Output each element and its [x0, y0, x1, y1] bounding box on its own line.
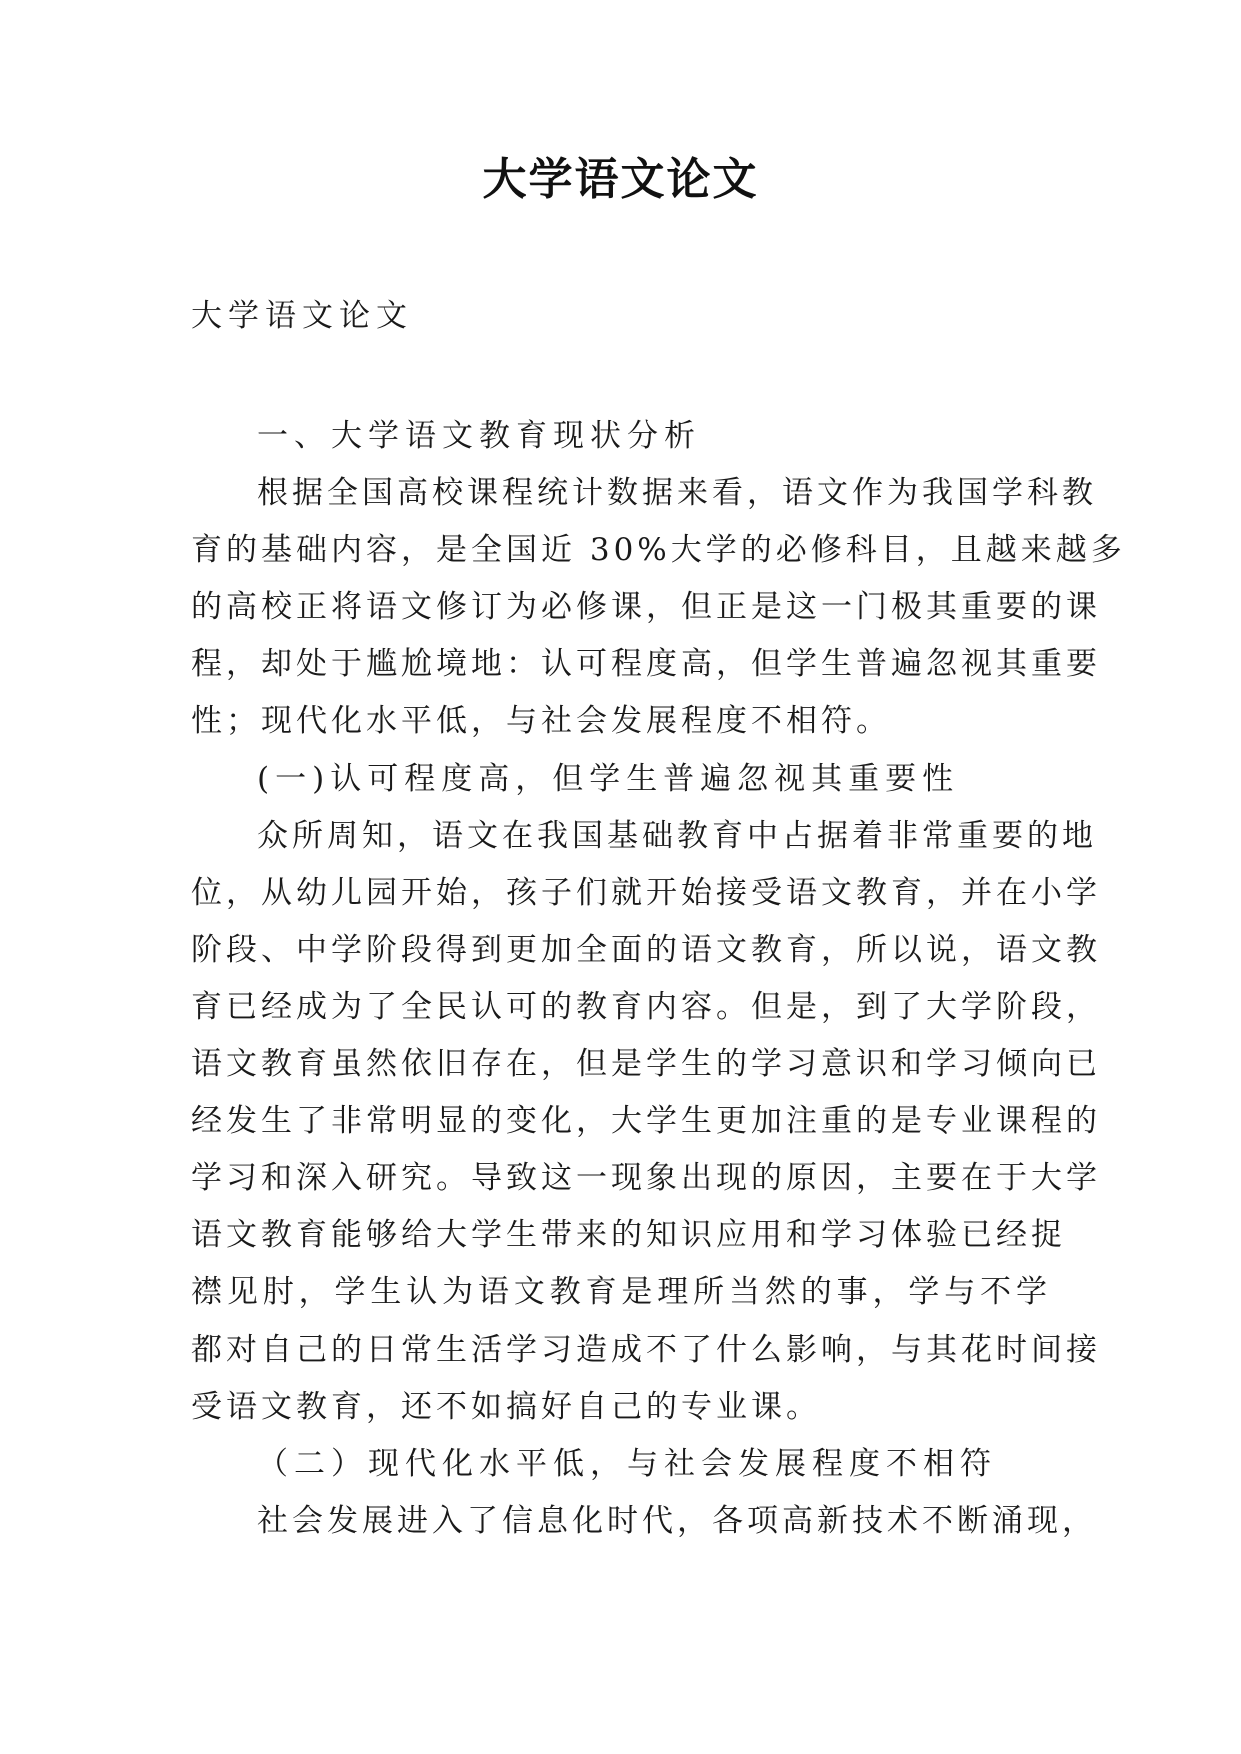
paragraph-line: 受语文教育，还不如搞好自己的专业课。	[191, 1388, 821, 1425]
paragraph-line: 语文教育虽然依旧存在，但是学生的学习意识和学习倾向已	[191, 1046, 1101, 1083]
paragraph-line: 的高校正将语文修订为必修课，但正是这一门极其重要的课	[191, 589, 1101, 626]
paragraph-line: 社会发展进入了信息化时代，各项高新技术不断涌现，	[257, 1502, 1097, 1539]
paragraph-line: 根据全国高校课程统计数据来看，语文作为我国学科教	[257, 475, 1097, 512]
paragraph-line: 阶段、中学阶段得到更加全面的语文教育，所以说，语文教	[191, 931, 1101, 968]
paragraph-line: 众所周知，语文在我国基础教育中占据着非常重要的地	[257, 817, 1097, 854]
paragraph-line: 育已经成为了全民认可的教育内容。但是，到了大学阶段，	[191, 988, 1101, 1025]
paragraph-line: 位，从幼儿园开始，孩子们就开始接受语文教育，并在小学	[191, 874, 1101, 911]
subsection-heading-2: （二）现代化水平低，与社会发展程度不相符	[257, 1445, 997, 1482]
paragraph-line: 都对自己的日常生活学习造成不了什么影响，与其花时间接	[191, 1331, 1101, 1368]
document-body	[191, 408, 1126, 1550]
paragraph-line: 育的基础内容，是全国近 30%大学的必修科目，且越来越多	[191, 532, 1126, 569]
paragraph-line: 襟见肘，学生认为语文教育是理所当然的事，学与不学	[191, 1274, 1051, 1311]
paragraph-line: 语文教育能够给大学生带来的知识应用和学习体验已经捉	[191, 1217, 1066, 1254]
document-subtitle: 大学语文论文	[191, 298, 413, 334]
paragraph-line: 经发生了非常明显的变化，大学生更加注重的是专业课程的	[191, 1103, 1101, 1140]
paragraph-line: 程，却处于尴尬境地：认可程度高，但学生普遍忽视其重要	[191, 646, 1101, 683]
section-heading-1: 一、大学语文教育现状分析	[257, 418, 701, 454]
paragraph-line: 性；现代化水平低，与社会发展程度不相符。	[191, 703, 891, 740]
paragraph-line: 学习和深入研究。导致这一现象出现的原因，主要在于大学	[191, 1160, 1101, 1197]
document-title: 大学语文论文	[482, 154, 759, 205]
subsection-heading-1: (一)认可程度高，但学生普遍忽视其重要性	[257, 760, 960, 797]
